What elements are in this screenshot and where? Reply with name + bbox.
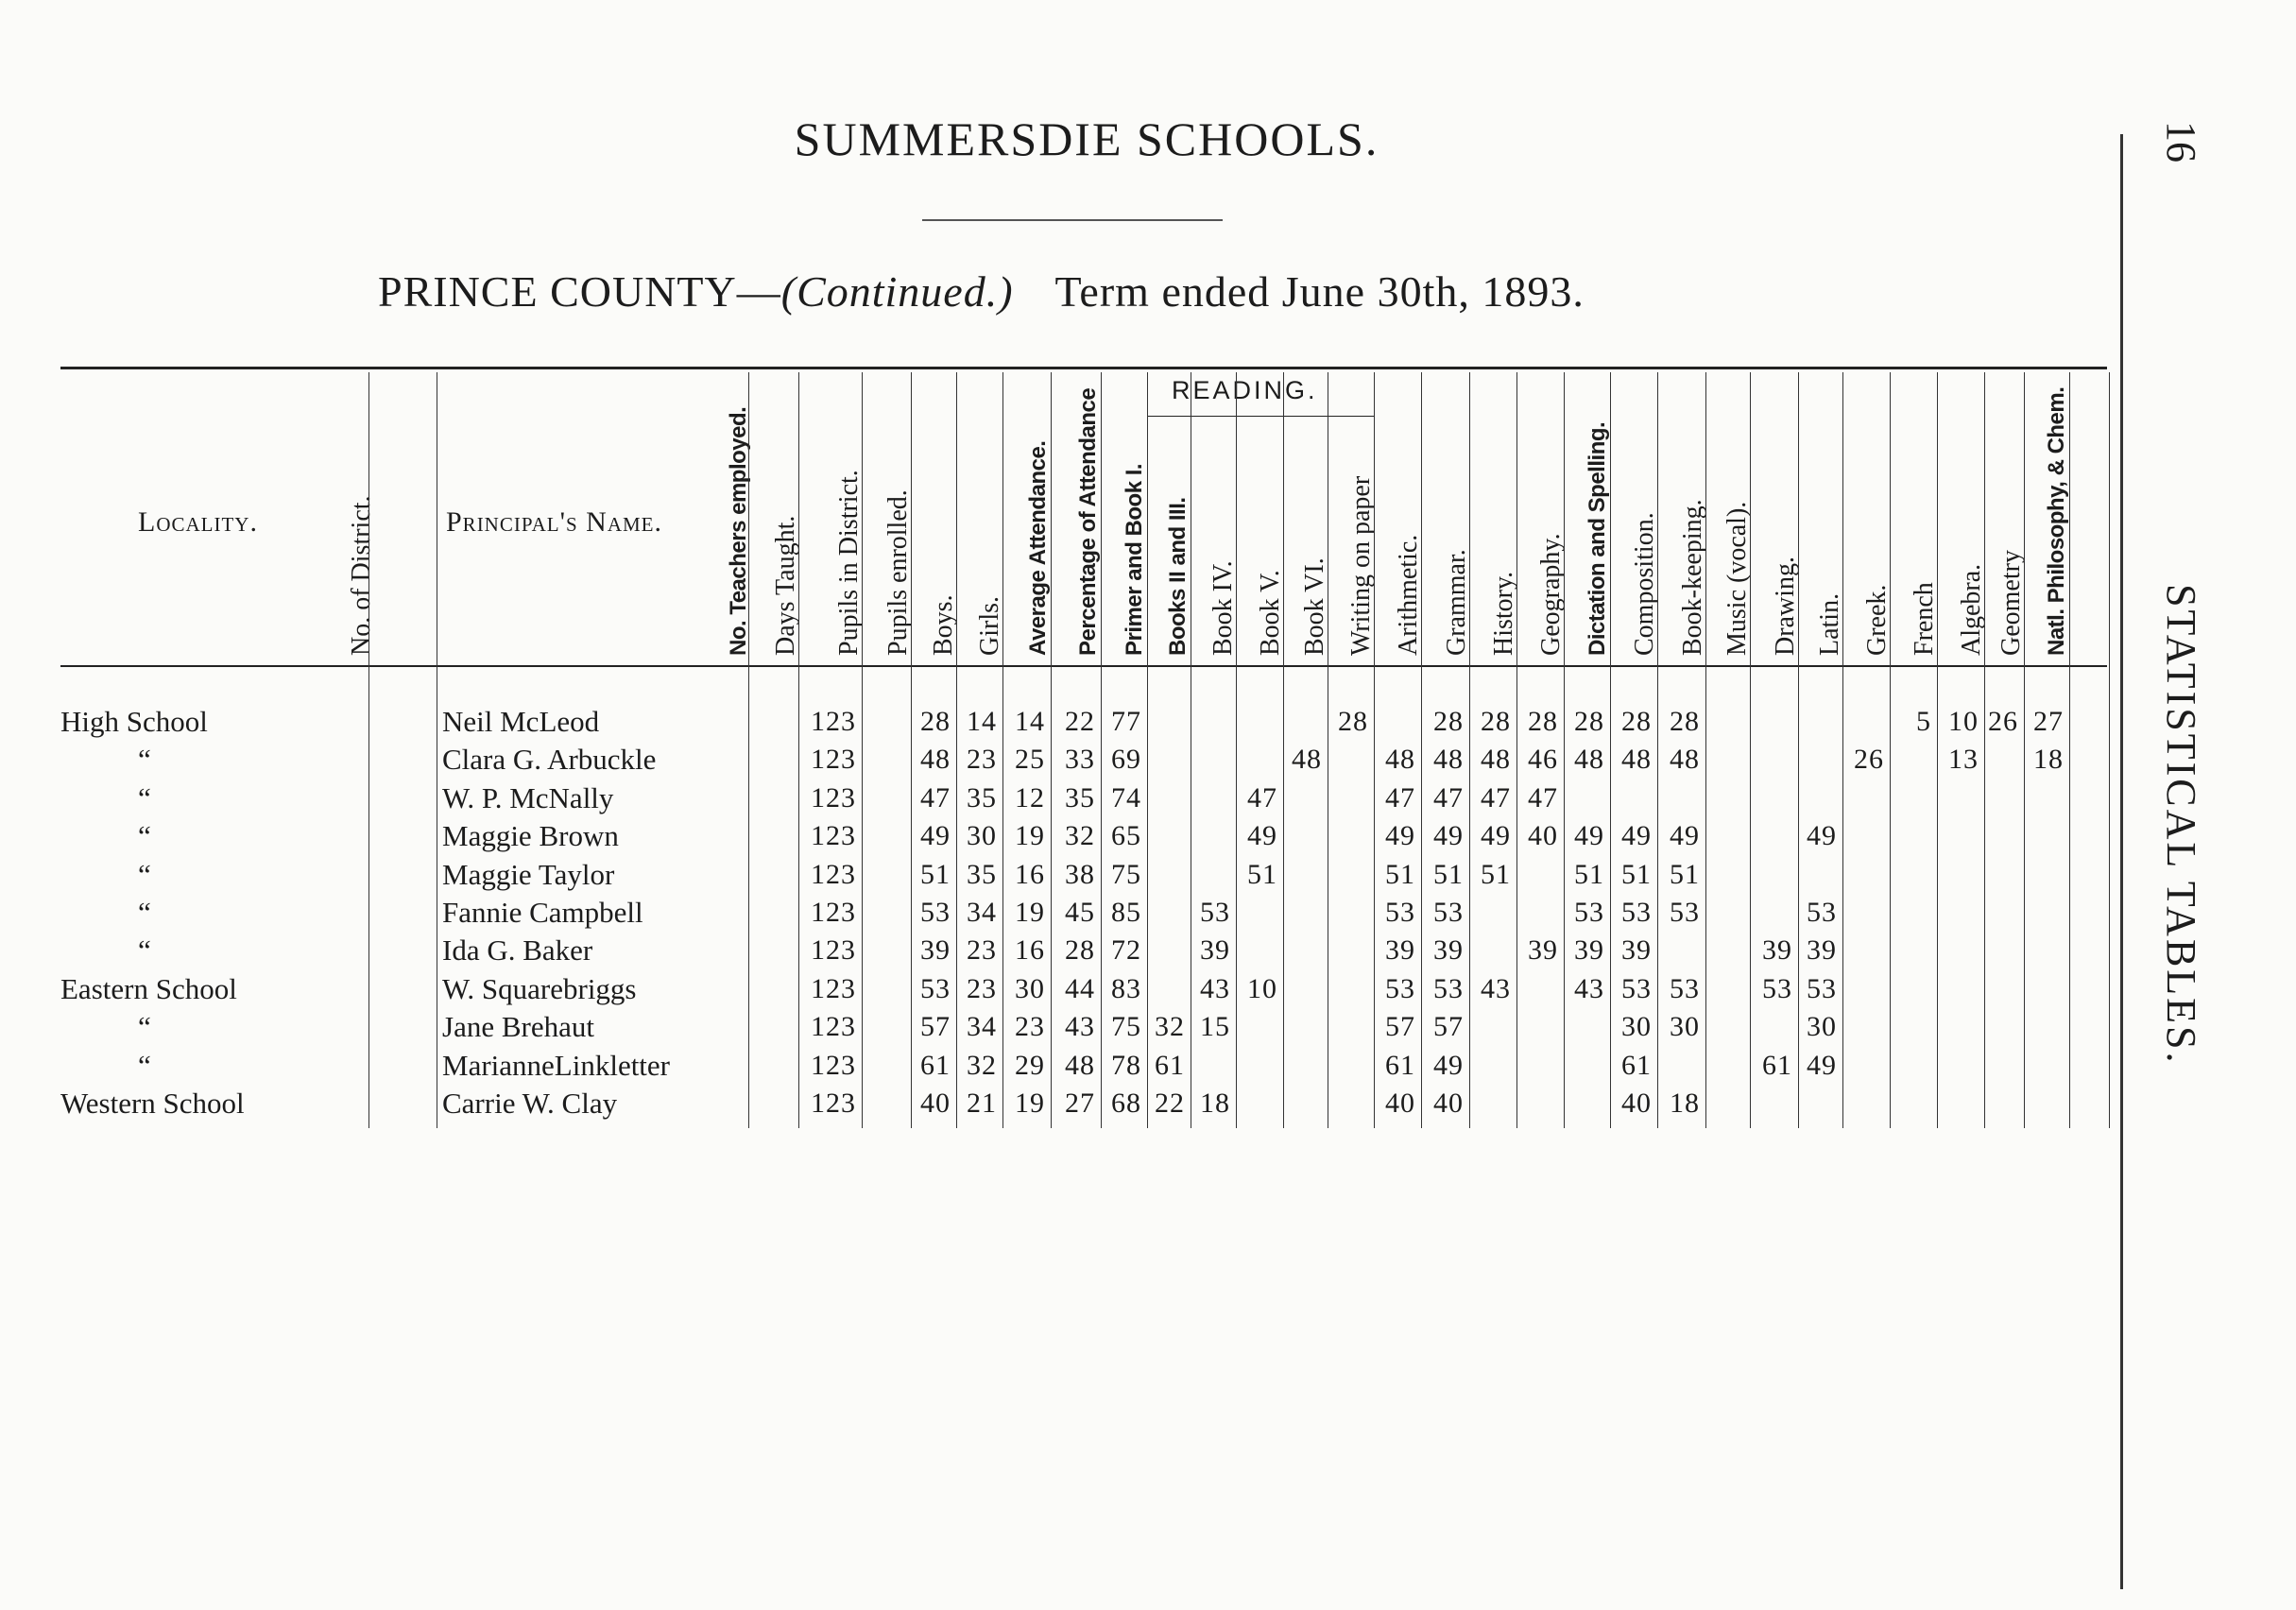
- value-cell: 47: [1247, 781, 1277, 814]
- value-cell: 47: [920, 781, 951, 814]
- value-cell: 43: [1200, 972, 1230, 1004]
- principal-name-cell: Neil McLeod: [442, 705, 600, 738]
- column-rule: [1984, 372, 1985, 1128]
- value-cell: 35: [1065, 781, 1095, 814]
- subtitle-term: Term ended June 30th, 1893.: [1054, 267, 1585, 316]
- value-cell: 38: [1065, 858, 1095, 890]
- column-header-book-keeping: Book-keeping.: [1678, 499, 1707, 656]
- column-header-music-vocal: Music (vocal).: [1722, 501, 1752, 656]
- value-cell: 30: [1807, 1011, 1837, 1043]
- value-cell: 49: [1621, 820, 1652, 852]
- principal-name-cell: W. P. McNally: [442, 780, 614, 814]
- column-rule: [1236, 372, 1237, 1128]
- value-cell: 18: [2033, 744, 2064, 776]
- value-cell: 14: [967, 706, 997, 737]
- value-cell: 18: [1200, 1088, 1230, 1119]
- value-cell: 51: [1481, 858, 1511, 890]
- principal-name-cell: Maggie Brown: [442, 819, 619, 853]
- value-cell: 53: [1762, 972, 1792, 1004]
- principal-name-cell: W. Squarebriggs: [442, 971, 637, 1005]
- value-cell: 28: [1621, 706, 1652, 737]
- value-cell: 123: [811, 781, 856, 814]
- value-cell: 39: [1621, 934, 1652, 967]
- value-cell: 53: [1433, 972, 1464, 1004]
- value-cell: 123: [811, 897, 856, 928]
- value-cell: 123: [811, 1088, 856, 1119]
- value-cell: 23: [967, 744, 997, 776]
- value-cell: 51: [1670, 858, 1700, 890]
- value-cell: 40: [1433, 1088, 1464, 1119]
- value-cell: 51: [1621, 858, 1652, 890]
- value-cell: 28: [920, 706, 951, 737]
- value-cell: 12: [1015, 781, 1045, 814]
- value-cell: 49: [1433, 1049, 1464, 1081]
- value-cell: 123: [811, 706, 856, 737]
- value-cell: 23: [967, 934, 997, 967]
- column-header-pupils-in-district: Pupils in District.: [834, 470, 864, 656]
- value-cell: 28: [1433, 706, 1464, 737]
- value-cell: 65: [1111, 820, 1141, 852]
- locality-cell: “: [138, 743, 151, 777]
- principal-header: Principal's Name.: [446, 506, 663, 538]
- value-cell: 75: [1111, 858, 1141, 890]
- column-header-no-teachers-employed: No. Teachers employed.: [726, 406, 751, 656]
- column-rule: [1890, 372, 1891, 1128]
- value-cell: 28: [1574, 706, 1604, 737]
- value-cell: 43: [1574, 972, 1604, 1004]
- value-cell: 78: [1111, 1049, 1141, 1081]
- value-cell: 123: [811, 820, 856, 852]
- column-rule: [1750, 372, 1751, 1128]
- column-rule: [748, 372, 749, 1128]
- column-header-grammar: Grammar.: [1442, 549, 1471, 656]
- side-page-number: 16: [2158, 121, 2204, 163]
- principal-name-cell: Ida G. Baker: [442, 933, 593, 968]
- column-header-no-of-district: No. of District.: [347, 495, 376, 656]
- principal-name-cell: Fannie Campbell: [442, 896, 643, 929]
- value-cell: 16: [1015, 858, 1045, 890]
- column-header-days-taught: Days Taught.: [771, 515, 800, 656]
- value-cell: 61: [1385, 1049, 1415, 1081]
- value-cell: 53: [1807, 972, 1837, 1004]
- column-header-pupils-enrolled: Pupils enrolled.: [883, 489, 913, 656]
- locality-cell: Western School: [60, 1087, 245, 1120]
- locality-cell: “: [138, 1048, 151, 1082]
- value-cell: 40: [1528, 820, 1558, 852]
- value-cell: 45: [1065, 897, 1095, 928]
- column-header-girls: Girls.: [975, 596, 1004, 656]
- value-cell: 21: [967, 1088, 997, 1119]
- locality-cell: “: [138, 857, 151, 891]
- value-cell: 22: [1065, 706, 1095, 737]
- value-cell: 72: [1111, 934, 1141, 967]
- locality-cell: “: [138, 933, 151, 968]
- locality-cell: “: [138, 819, 151, 853]
- value-cell: 57: [920, 1011, 951, 1043]
- column-header-geography: Geography.: [1536, 533, 1566, 656]
- value-cell: 47: [1433, 781, 1464, 814]
- value-cell: 53: [920, 972, 951, 1004]
- value-cell: 33: [1065, 744, 1095, 776]
- value-cell: 30: [967, 820, 997, 852]
- value-cell: 49: [1807, 1049, 1837, 1081]
- value-cell: 61: [1762, 1049, 1792, 1081]
- value-cell: 49: [1433, 820, 1464, 852]
- column-header-composition: Composition.: [1630, 512, 1659, 656]
- value-cell: 10: [1247, 972, 1277, 1004]
- value-cell: 74: [1111, 781, 1141, 814]
- value-cell: 44: [1065, 972, 1095, 1004]
- value-cell: 15: [1200, 1011, 1230, 1043]
- subtitle-county: PRINCE COUNTY—: [378, 267, 781, 316]
- value-cell: 28: [1481, 706, 1511, 737]
- value-cell: 34: [967, 897, 997, 928]
- value-cell: 47: [1385, 781, 1415, 814]
- value-cell: 43: [1065, 1011, 1095, 1043]
- locality-cell: High School: [60, 705, 208, 738]
- column-rule: [2069, 372, 2070, 1128]
- value-cell: 30: [1621, 1011, 1652, 1043]
- value-cell: 48: [1670, 744, 1700, 776]
- value-cell: 35: [967, 781, 997, 814]
- value-cell: 10: [1948, 706, 1979, 737]
- table-header-rule: [60, 665, 2107, 667]
- value-cell: 40: [1385, 1088, 1415, 1119]
- column-header-algebra: Algebra.: [1957, 563, 1986, 656]
- value-cell: 35: [967, 858, 997, 890]
- value-cell: 39: [1762, 934, 1792, 967]
- value-cell: 47: [1528, 781, 1558, 814]
- value-cell: 19: [1015, 820, 1045, 852]
- value-cell: 53: [1200, 897, 1230, 928]
- value-cell: 13: [1948, 744, 1979, 776]
- value-cell: 53: [1670, 972, 1700, 1004]
- value-cell: 14: [1015, 706, 1045, 737]
- value-cell: 53: [1621, 972, 1652, 1004]
- value-cell: 18: [1670, 1088, 1700, 1119]
- locality-cell: “: [138, 1010, 151, 1044]
- value-cell: 22: [1155, 1088, 1185, 1119]
- value-cell: 51: [1247, 858, 1277, 890]
- value-cell: 123: [811, 744, 856, 776]
- value-cell: 69: [1111, 744, 1141, 776]
- value-cell: 47: [1481, 781, 1511, 814]
- value-cell: 49: [1670, 820, 1700, 852]
- locality-cell: “: [138, 896, 151, 929]
- column-header-arithmetic: Arithmetic.: [1394, 534, 1423, 656]
- value-cell: 61: [1621, 1049, 1652, 1081]
- locality-header: Locality.: [138, 506, 258, 538]
- value-cell: 46: [1528, 744, 1558, 776]
- value-cell: 49: [1385, 820, 1415, 852]
- column-header-dictation-and-spelling: Dictation and Spelling.: [1585, 421, 1610, 656]
- value-cell: 16: [1015, 934, 1045, 967]
- value-cell: 34: [967, 1011, 997, 1043]
- column-header-book-vi: Book VI.: [1300, 557, 1329, 656]
- value-cell: 25: [1015, 744, 1045, 776]
- value-cell: 30: [1015, 972, 1045, 1004]
- value-cell: 53: [1574, 897, 1604, 928]
- value-cell: 51: [1433, 858, 1464, 890]
- column-header-average-attendance: Average Attendance.: [1025, 440, 1051, 656]
- column-header-books-ii-and-iii: Books II and III.: [1165, 497, 1191, 656]
- value-cell: 53: [1807, 897, 1837, 928]
- value-cell: 39: [920, 934, 951, 967]
- value-cell: 123: [811, 934, 856, 967]
- value-cell: 53: [1670, 897, 1700, 928]
- value-cell: 123: [811, 972, 856, 1004]
- value-cell: 19: [1015, 1088, 1045, 1119]
- value-cell: 49: [1807, 820, 1837, 852]
- locality-cell: Eastern School: [60, 971, 237, 1005]
- value-cell: 57: [1385, 1011, 1415, 1043]
- column-header-greek: Greek.: [1862, 584, 1892, 656]
- column-rule: [2109, 372, 2110, 1128]
- value-cell: 32: [1155, 1011, 1185, 1043]
- value-cell: 27: [2033, 706, 2064, 737]
- value-cell: 40: [1621, 1088, 1652, 1119]
- value-cell: 48: [920, 744, 951, 776]
- page-title: SUMMERSDIE SCHOOLS.: [794, 112, 1379, 165]
- column-rule: [1705, 372, 1706, 1128]
- column-rule: [368, 372, 369, 1128]
- value-cell: 53: [1433, 897, 1464, 928]
- value-cell: 51: [1574, 858, 1604, 890]
- column-header-book-iv: Book IV.: [1208, 560, 1238, 656]
- value-cell: 53: [1621, 897, 1652, 928]
- value-cell: 49: [1247, 820, 1277, 852]
- value-cell: 61: [1155, 1049, 1185, 1081]
- column-header-book-v: Book V.: [1256, 570, 1285, 656]
- value-cell: 23: [967, 972, 997, 1004]
- principal-name-cell: Clara G. Arbuckle: [442, 743, 657, 777]
- column-header-writing-on-paper: Writing on paper: [1346, 475, 1376, 656]
- value-cell: 51: [920, 858, 951, 890]
- column-header-french: French: [1910, 582, 1939, 656]
- value-cell: 27: [1065, 1088, 1095, 1119]
- value-cell: 26: [1854, 744, 1884, 776]
- value-cell: 77: [1111, 706, 1141, 737]
- column-header-drawing: Drawing.: [1771, 557, 1800, 656]
- value-cell: 48: [1574, 744, 1604, 776]
- value-cell: 123: [811, 1011, 856, 1043]
- value-cell: 57: [1433, 1011, 1464, 1043]
- value-cell: 48: [1433, 744, 1464, 776]
- column-header-percentage-of-attendance: Percentage of Attendance: [1075, 387, 1101, 656]
- value-cell: 5: [1916, 706, 1931, 737]
- value-cell: 85: [1111, 897, 1141, 928]
- principal-name-cell: Carrie W. Clay: [442, 1087, 618, 1120]
- value-cell: 53: [1385, 897, 1415, 928]
- value-cell: 39: [1528, 934, 1558, 967]
- value-cell: 49: [1574, 820, 1604, 852]
- value-cell: 39: [1385, 934, 1415, 967]
- value-cell: 28: [1670, 706, 1700, 737]
- value-cell: 53: [1385, 972, 1415, 1004]
- value-cell: 28: [1065, 934, 1095, 967]
- locality-cell: “: [138, 780, 151, 814]
- value-cell: 48: [1385, 744, 1415, 776]
- value-cell: 39: [1200, 934, 1230, 967]
- value-cell: 32: [967, 1049, 997, 1081]
- value-cell: 48: [1065, 1049, 1095, 1081]
- value-cell: 61: [920, 1049, 951, 1081]
- column-header-natl-philosophy-chem: Natl. Philosophy, & Chem.: [2044, 386, 2069, 656]
- value-cell: 48: [1621, 744, 1652, 776]
- value-cell: 123: [811, 1049, 856, 1081]
- value-cell: 68: [1111, 1088, 1141, 1119]
- table-top-rule: [60, 367, 2107, 369]
- value-cell: 49: [1481, 820, 1511, 852]
- value-cell: 28: [1338, 706, 1368, 737]
- column-rule: [862, 372, 863, 1128]
- value-cell: 40: [920, 1088, 951, 1119]
- value-cell: 39: [1433, 934, 1464, 967]
- value-cell: 19: [1015, 897, 1045, 928]
- value-cell: 48: [1481, 744, 1511, 776]
- value-cell: 53: [920, 897, 951, 928]
- value-cell: 123: [811, 858, 856, 890]
- value-cell: 28: [1528, 706, 1558, 737]
- value-cell: 48: [1292, 744, 1322, 776]
- column-header-geometry: Geometry: [1996, 550, 2026, 656]
- value-cell: 30: [1670, 1011, 1700, 1043]
- value-cell: 39: [1574, 934, 1604, 967]
- value-cell: 26: [1988, 706, 2018, 737]
- value-cell: 23: [1015, 1011, 1045, 1043]
- value-cell: 51: [1385, 858, 1415, 890]
- subtitle-continued: (Continued.): [780, 267, 1014, 316]
- column-header-boys: Boys.: [929, 594, 958, 656]
- value-cell: 39: [1807, 934, 1837, 967]
- value-cell: 29: [1015, 1049, 1045, 1081]
- column-header-history: History.: [1489, 571, 1518, 656]
- value-cell: 32: [1065, 820, 1095, 852]
- side-running-title: STATISTICAL TABLES.: [2158, 584, 2204, 1066]
- principal-name-cell: Jane Brehaut: [442, 1010, 594, 1044]
- reading-group-label: READING.: [1172, 376, 1318, 404]
- principal-name-cell: MarianneLinkletter: [442, 1048, 671, 1082]
- column-header-primer-and-book-i: Primer and Book I.: [1122, 463, 1147, 656]
- value-cell: 43: [1481, 972, 1511, 1004]
- value-cell: 83: [1111, 972, 1141, 1004]
- principal-name-cell: Maggie Taylor: [442, 857, 615, 891]
- value-cell: 75: [1111, 1011, 1141, 1043]
- value-cell: 49: [920, 820, 951, 852]
- column-header-latin: Latin.: [1815, 592, 1844, 656]
